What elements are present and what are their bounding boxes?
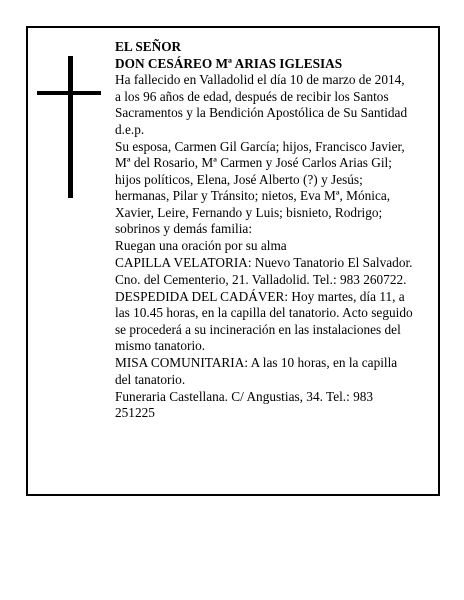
notice-title-line2: DON CESÁREO Mª ARIAS IGLESIAS [115,55,343,71]
prayer-request: Ruegan una oración por su alma [115,238,287,253]
notice-title-line1: EL SEÑOR [115,39,182,54]
cross-horizontal-bar [37,91,101,95]
farewell-info: DESPEDIDA DEL CADÁVER: Hoy martes, día 11, a las 10.45 horas, en la capilla del tanatorio. Acto seguido se procederá a su incineración en las instalaciones del mismo tanatorio. [115,288,413,353]
obituary-notice [26,26,440,496]
cross-vertical-bar [68,56,73,198]
mass-info: MISA COMUNITARIA: A las 10 horas, en la capilla del tanatorio. [115,355,398,387]
family-list: Su esposa, Carmen Gil García; hijos, Francisco Javier, Mª del Rosario, Mª Carmen y José Carlos Arias Gil; hijos políticos, Elena, José Alberto (?) y Jesús; hermanas, Pilar y Tránsito; nietos, Eva Mª, Mónica, Xavier, Leire, Fernando y Luis; bisnieto, Rodrigo; sobrinos y demás familia: [115,138,405,236]
notice-text [115,39,413,422]
funeral-home-info: Funeraria Castellana. C/ Angustias, 34. Tel.: 983 251225 [115,388,374,420]
death-announcement: Ha fallecido en Valladolid el día 10 de marzo de 2014, a los 96 años de edad, después de recibir los Santos Sacramentos y la Bendición Apostólica de Su Santidad d.e.p. [115,72,408,137]
chapel-info: CAPILLA VELATORIA: Nuevo Tanatorio El Salvador. Cno. del Cementerio, 21. Valladolid. Tel.: 983 260722. [115,255,413,287]
